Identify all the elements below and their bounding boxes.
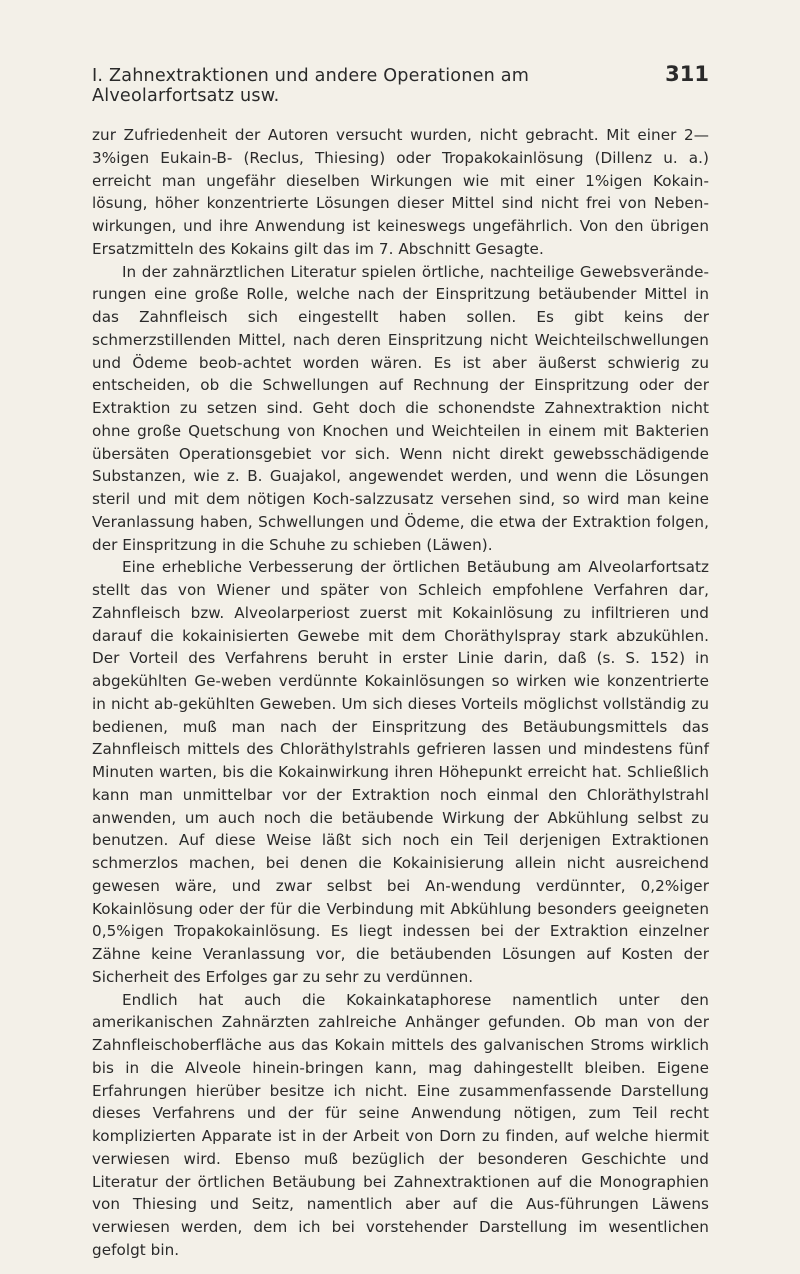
paragraph-4: Endlich hat auch die Kokainkataphorese namentlich unter den amerikanischen Zahnärzten zahlreiche Anhänger gefunden. Ob man von der Zahnfleischoberfläche aus das Kokain mittels des galvanischen Stroms wirklich bis in die Alveole hinein-bringen kann, mag dahingestellt bleiben. Eigene Erfahrungen hierüber besitze ich nicht. Eine zusammenfassende Darstellung dieses Verfahrens und der für seine Anwendung nötigen, zum Teil recht komplizierten Apparate ist in der Arbeit von Dorn zu finden, auf welche hiermit verwiesen wird. Ebenso muß bezüglich der besonderen Geschichte und Literatur der örtlichen Betäubung bei Zahnextraktionen auf die Monographien von Thiesing und Seitz, namentlich aber auf die Aus-führungen Läwens verwiesen werden, dem ich bei vorstehender Darstellung im wesentlichen gefolgt bin. <box>92 990 709 1259</box>
paragraph-1: zur Zufriedenheit der Autoren versucht wurden, nicht gebracht. Mit einer 2—3%igen Eukain-B- (Reclus, Thiesing) oder Tropakokainlösung (Dillenz u. a.) erreicht man ungefähr dieselben Wirkungen wie mit einer 1%igen Kokain-lösung, höher konzentrierte Lösungen dieser Mittel sind nicht frei von Neben-wirkungen, und ihre Anwendung ist keineswegs ungefährlich. Von den übrigen Ersatzmitteln des Kokains gilt das im 7. Abschnitt Gesagte. <box>92 126 709 258</box>
page-number: 311 <box>665 62 709 86</box>
running-head: I. Zahnextraktionen und andere Operationen am Alveolarfortsatz usw. <box>92 66 530 106</box>
paragraph-2: In der zahnärztlichen Literatur spielen örtliche, nachteilige Gewebsverände-rungen eine große Rolle, welche nach der Einspritzung betäubender Mittel in das Zahnfleisch sich eingestellt haben sollen. Es gibt keins der schmerzstillenden Mittel, nach deren Einspritzung nicht Weichteilschwellungen und Ödeme beob-achtet worden wären. Es ist aber äußerst schwierig zu entscheiden, ob die Schwellungen auf Rechnung der Einspritzung oder der Extraktion zu setzen sind. Geht doch die schonendste Zahnextraktion nicht ohne große Quetschung von Knochen und Weichteilen in einem mit Bakterien übersäten Operationsgebiet vor sich. Wenn nicht direkt gewebsschädigende Substanzen, wie z. B. Guajakol, angewendet werden, und wenn die Lösungen steril und mit dem nötigen Koch-salzzusatz versehen sind, so wird man keine Veranlassung haben, Schwellungen und Ödeme, die etwa der Extraktion folgen, der Einspritzung in die Schuhe zu schieben (Läwen). <box>92 262 709 554</box>
paragraph-3: Eine erhebliche Verbesserung der örtlichen Betäubung am Alveolarfortsatz stellt das von Wiener und später von Schleich empfohlene Verfahren dar, Zahnfleisch bzw. Alveolarperiost zuerst mit Kokainlösung zu infiltrieren und darauf die kokainisierten Gewebe mit dem Choräthylspray stark abzukühlen. Der Vorteil des Verfahrens beruht in erster Linie darin, daß (s. S. 152) in abgekühlten Ge-weben verdünnte Kokainlösungen so wirken wie konzentrierte in nicht ab-gekühlten Geweben. Um sich dieses Vorteils möglichst vollständig zu bedienen, muß man nach der Einspritzung des Betäubungsmittels das Zahnfleisch mittels des Chloräthylstrahls gefrieren lassen und mindestens fünf Minuten warten, bis die Kokainwirkung ihren Höhepunkt erreicht hat. Schließlich kann man unmittelbar vor der Extraktion noch einmal den Chloräthylstrahl anwenden, um auch noch die betäubende Wirkung der Abkühlung selbst zu benutzen. Auf diese Weise läßt sich noch ein Teil derjenigen Extraktionen schmerzlos machen, bei denen die Kokainisierung allein nicht ausreichend gewesen wäre, und zwar selbst bei An-wendung verdünnter, 0,2%iger Kokainlösung oder der für die Verbindung mit Abkühlung besonders geeigneten 0,5%igen Tropakokainlösung. Es liegt indessen bei der Extraktion einzelner Zähne keine Veranlassung vor, die betäubenden Lösungen auf Kosten der Sicherheit des Erfolges gar zu sehr zu verdünnen. <box>92 558 709 986</box>
body-text <box>92 124 709 1262</box>
page-header <box>92 62 709 106</box>
